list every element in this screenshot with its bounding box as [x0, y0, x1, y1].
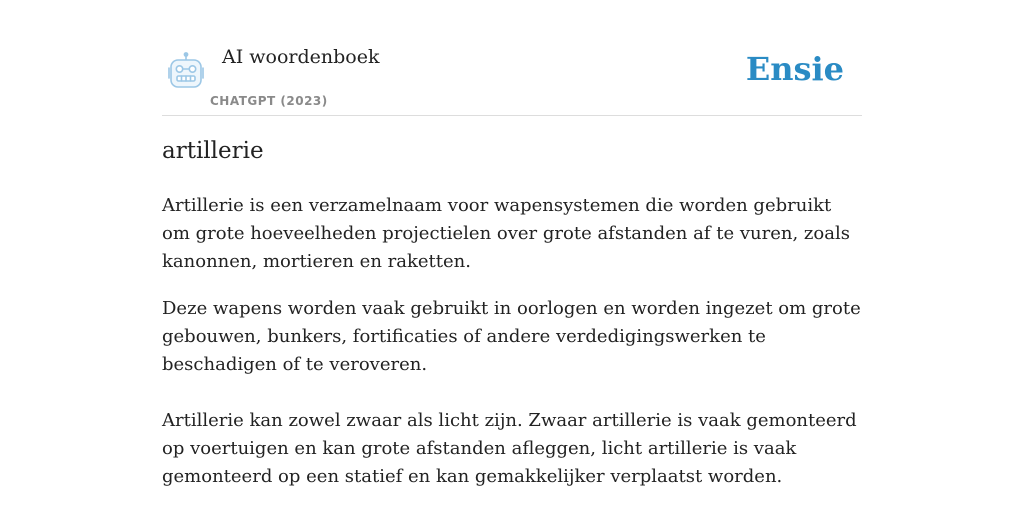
- source-title[interactable]: AI woordenboek: [222, 46, 380, 68]
- page-container: [162, 0, 862, 487]
- definition-paragraph: Deze wapens worden vaak gebruikt in oorlogen en worden ingezet om grote gebouwen, bunkers, fortificaties of andere verdedigingswerken te beschadigen of te veroveren.: [162, 298, 861, 375]
- definition-paragraph: Artillerie is een verzamelnaam voor wapensystemen die worden gebruikt om grote hoeveelheden projectielen over grote afstanden af te vuren, zoals kanonnen, mortieren en raketten.: [162, 195, 850, 272]
- robot-icon: [165, 52, 207, 90]
- entry-definition: [162, 192, 862, 491]
- entry-term: artillerie: [162, 138, 264, 164]
- definition-paragraph: Artillerie kan zowel zwaar als licht zijn. Zwaar artillerie is vaak gemonteerd op voertuigen en kan grote afstanden afleggen, licht artillerie is vaak gemonteerd op een statief en kan gemakkelijker verplaatst worden.: [162, 410, 857, 487]
- brand-logo[interactable]: Ensie: [745, 50, 844, 88]
- source-subtitle: CHATGPT (2023): [210, 94, 328, 108]
- source-header: [162, 0, 862, 116]
